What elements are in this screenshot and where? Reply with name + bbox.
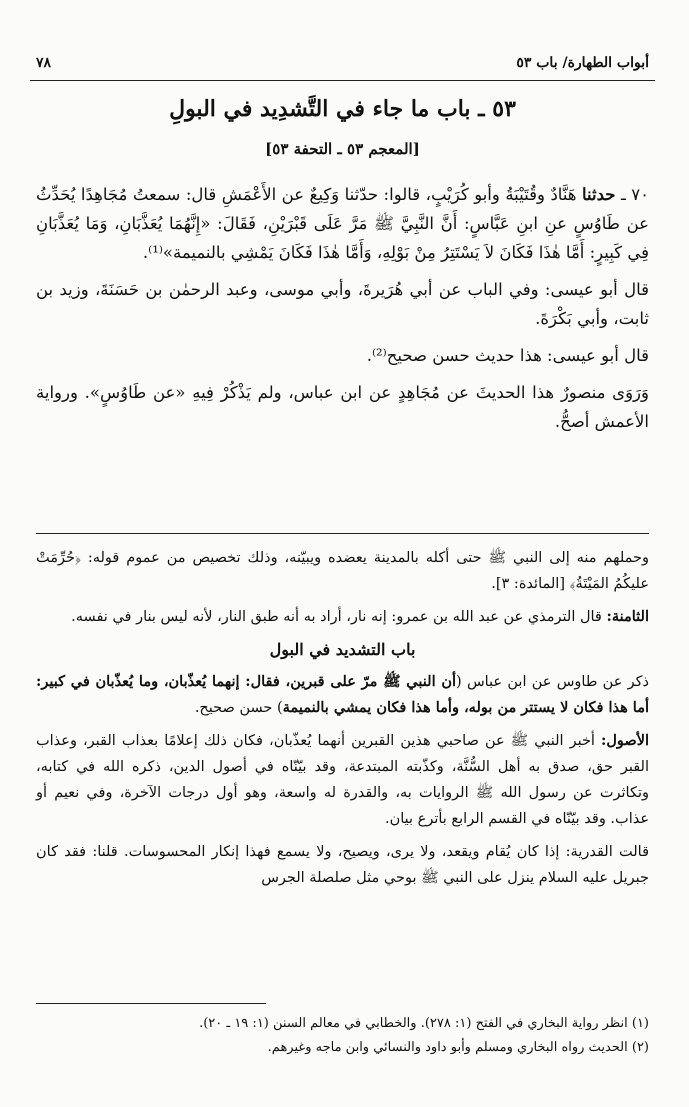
commentary-paragraph: [36, 669, 649, 721]
main-text: [36, 180, 649, 444]
commentary-paragraph: [36, 728, 649, 832]
hadith-paragraph: [36, 180, 649, 267]
section-separator: [36, 533, 649, 534]
page-number: ٧٨: [36, 55, 52, 71]
quoted-hadith: أن النبي ﷺ مرّ على قبرين، فقال: إنهما يُعذّبان، وما يُعذّبان في كبير: أما هذا فكان لا يستتر من بوله، وأما هذا فكان يمشي بالنميمة: [36, 673, 649, 716]
hadith-text: هَنَّادٌ وقُتَيْبَةُ وأبو كُرَيْبٍ، قالوا: حدّثنا وَكِيعٌ عن الأَعْمَشِ قال: سمعتُ مُجَاهِدًا يُحَدِّثُ عن طَاوُسٍ عنِ ابنِ عَبَّاسٍ: أَنَّ النَّبِيَّ ﷺ مَرَّ عَلَى قَبْرَيْنِ، فَقَالَ: «إِنَّهُمَا يُعَذَّبَانِ، وَمَا يُعَذَّبَانِ فِي كَبِيرٍ: أَمَّا هٰذَا فَكَانَ لاَ يَسْتَتِرُ مِنْ بَوْلِهِ، وَأَمَّا هٰذَا فَكَانَ يَمْشِي بالنميمة»⁽¹⁾.: [36, 185, 649, 262]
footnote: (٢) الحديث رواه البخاري ومسلم وأبو داود والنسائي وابن ماجه وغيرهم.: [267, 1040, 649, 1055]
page-header: [36, 50, 649, 76]
haddathana-word: حدثنا: [582, 185, 616, 204]
footnote: (١) انظر رواية البخاري في الفتح (١: ٢٧٨). والخطابي في معالم السنن (١: ١٩ ـ ٢٠).: [199, 1016, 649, 1031]
text-paragraph: قال أبو عيسى: وفي الباب عن أبي هُرَيرةَ، وأبي موسى، وعبد الرحمٰن بن حَسَنَةَ، وزيد بن ثابت، وأبي بَكْرَةَ.: [36, 280, 649, 328]
chapter-title: ٥٣ ـ باب ما جاء في التَّشدِيد في البولِ: [169, 96, 516, 122]
commentary: [36, 545, 649, 898]
commentary-heading: باب التشديد في البول: [269, 640, 416, 659]
paragraph-text: ) حسن صحيح.: [194, 700, 283, 716]
paragraph-text: أخبر النبي ﷺ عن صاحبي هذين القبرين أنهما يُعذّبان، فكان ذلك إعلامًا بعذاب القبر، وعذاب القبر حق، صدق به أهل السُّنَّة، وكذّبته المبتدعة، وقد بيّنّاه في أصول الدين، ذكره الله في كتابه، وتكاثرت عن رسول الله ﷺ الروايات به، والقدرة له واسعة، وهو أول درجات الآخرة، وفي نعيم أو عذاب. وقد بيّنّاه في القسم الرابع بأترع بيان.: [36, 733, 649, 827]
footnote-separator: [36, 1003, 266, 1004]
paragraph-text: ذكر عن طاوس عن ابن عباس (: [456, 674, 649, 690]
paragraph-label: الثامنة:: [606, 608, 649, 625]
commentary-paragraph: وحملهم منه إلى النبي ﷺ حتى أكله بالمدينة يعضده ويبيّنه، وذلك تخصيص من عموم قوله: ﴿حُرِّمَتْ عليكُمُ المَيْتَةُ﴾ [المائدة: ٣].: [36, 550, 649, 592]
chapter-subtitle: [المعجم ٥٣ ـ التحفة ٥٣]: [265, 140, 420, 158]
paragraph-text: قال الترمذي عن عبد الله بن عمرو: إنه نار، أراد به أنه طبق النار، لأنه ليس بنار في نفسه.: [71, 609, 602, 625]
commentary-paragraph: قالت القدرية: إذا كان يُقام ويقعد، ولا يرى، ويصيح، ولا يسمع فهذا إنكار المحسوسات. قلنا: فقد كان جبريل عليه السلام ينزل على النبي ﷺ بوحي مثل صلصلة الجرس: [36, 844, 649, 886]
footnotes: [36, 1012, 649, 1060]
running-title: أبواب الطهارة/ باب ٥٣: [516, 55, 649, 71]
text-paragraph: وَرَوَى منصورٌ هذا الحديثَ عن مُجَاهِدٍ عن ابن عباس، ولم يَذْكُرْ فِيهِ «عن طَاوُسٍ». ورواية الأعمش أصحُّ.: [36, 383, 649, 431]
hadith-number: ٧٠ ـ: [620, 185, 649, 204]
text-paragraph: قال أبو عيسى: هذا حديث حسن صحيح⁽²⁾.: [366, 346, 649, 365]
commentary-paragraph: [36, 604, 649, 630]
paragraph-label: الأصول:: [601, 732, 650, 749]
header-rule: [30, 80, 655, 81]
